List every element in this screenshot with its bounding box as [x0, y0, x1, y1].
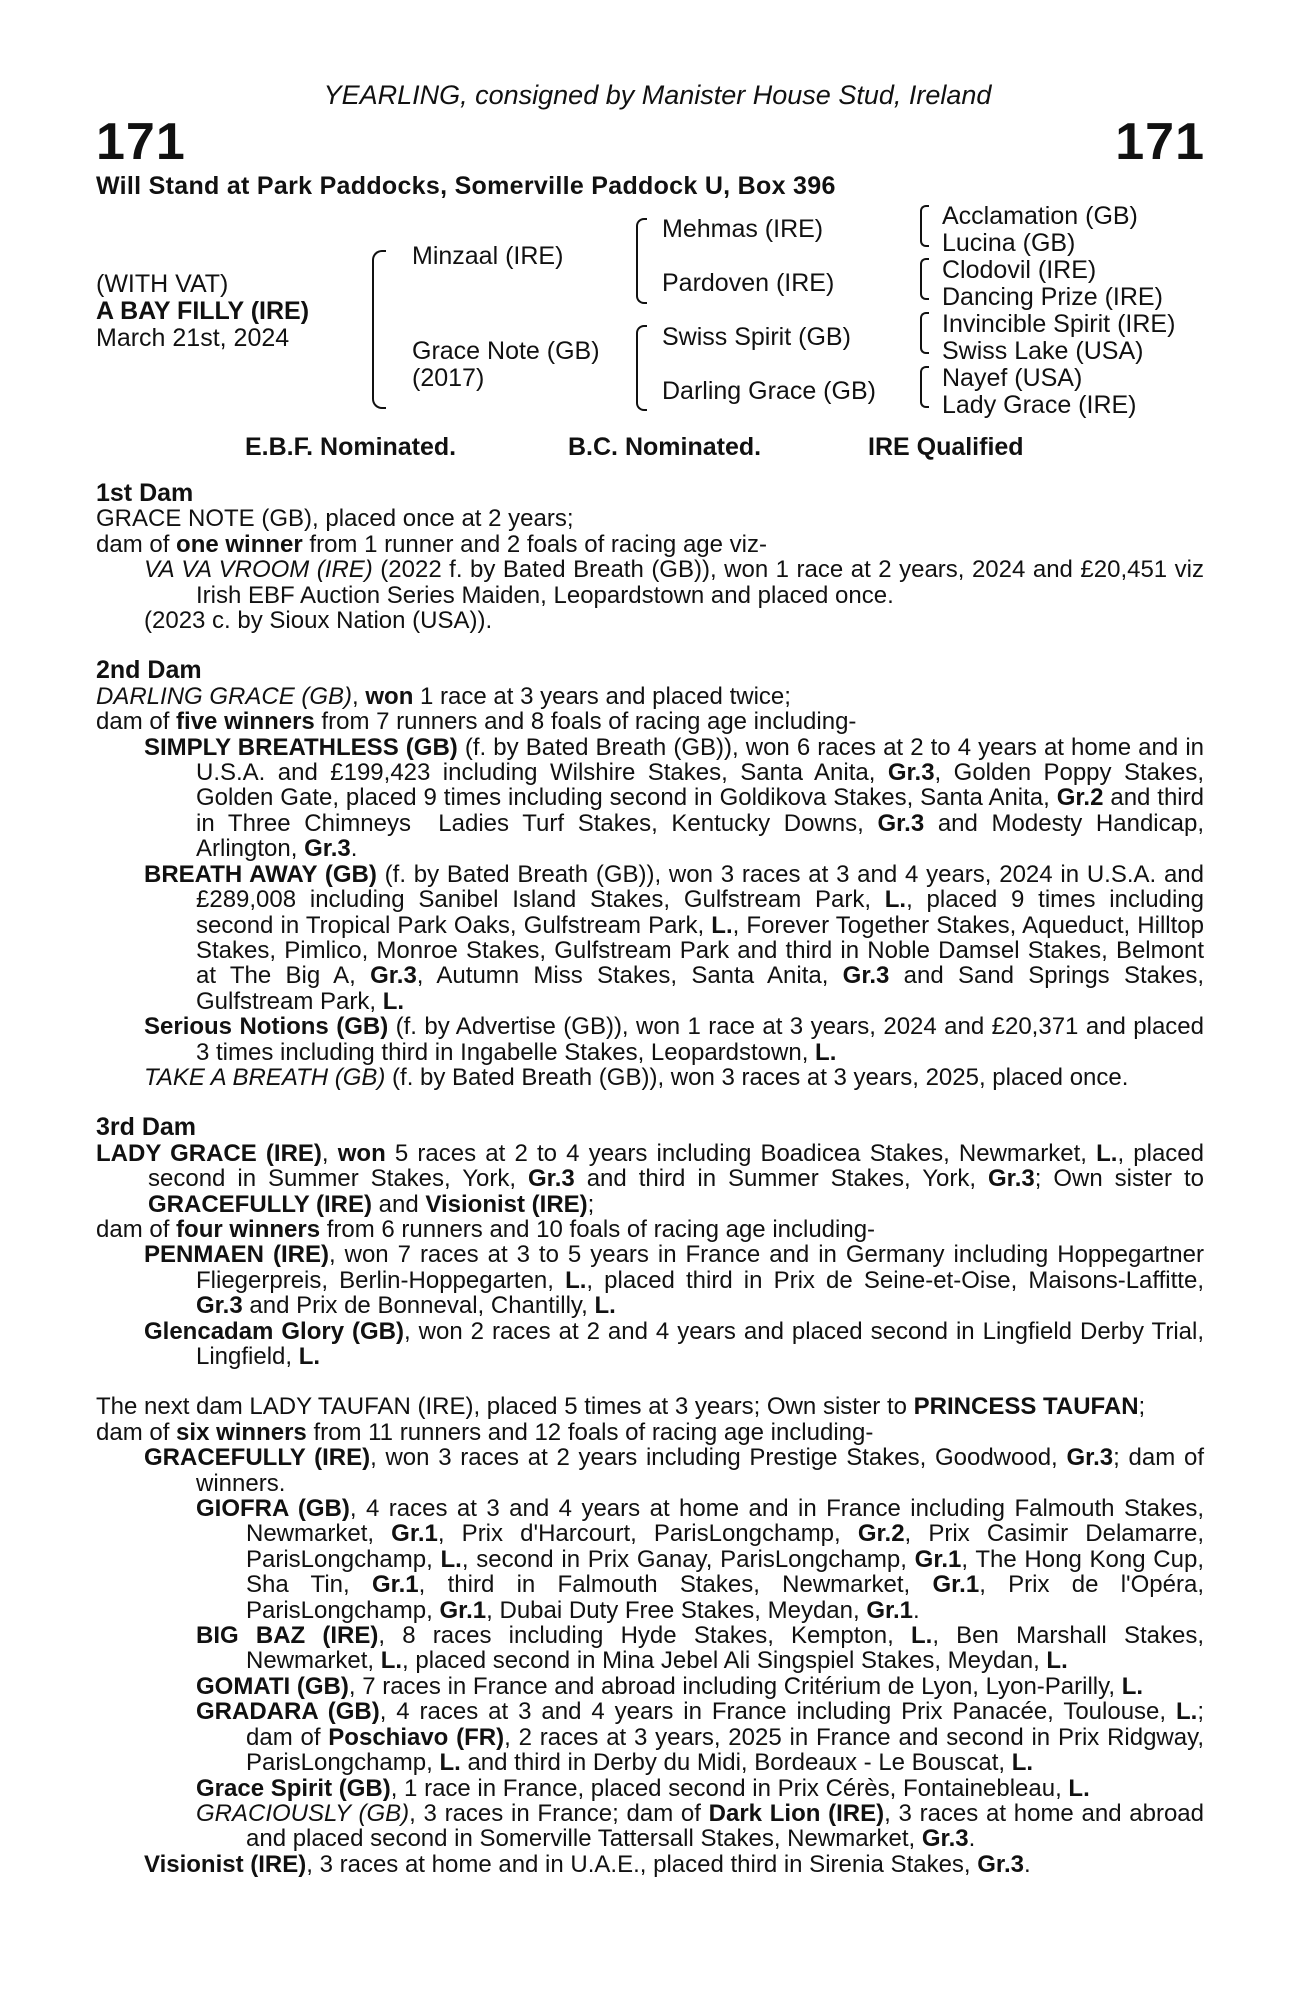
pedigree-sire: Minzaal (IRE): [412, 242, 564, 270]
produce-entry: Visionist (IRE), 3 races at home and in U.A.E., placed third in Sirenia Stakes, Gr.3.: [144, 1850, 1031, 1878]
pedigree-dam-sire: Swiss Spirit (GB): [662, 323, 851, 351]
pedigree-brace-dam: [636, 325, 647, 411]
pedigree-brace-sd: [920, 258, 929, 300]
produce-entry: BREATH AWAY (GB) (f. by Bated Breath (GB)), won 3 races at 3 and 4 years, 2024 in U.S.A. and £289,008 including Sanibel Island Stakes, Gulfstream Park, L., placed 9 times including second in Tropical Park Oaks, Gulfstream Park, L., Forever Together Stakes, Aqueduct, Hilltop Stakes, Pimlico, Monroe Stakes, Gulfstream Park and third in Noble Damsel Stakes, Belmont at The Big A, Gr.3, Autumn Miss Stakes, Santa Anita, Gr.3 and Sand Springs Stakes, Gulfstream Park, L.: [144, 860, 1205, 1015]
horse-dob: March 21st, 2024: [96, 324, 290, 352]
section-third-dam: 3rd Dam: [96, 1113, 197, 1142]
produce-entry: GOMATI (GB), 7 races in France and abroad including Critérium de Lyon, Lyon-Parilly, L.: [196, 1672, 1144, 1700]
dam-line: DARLING GRACE (GB), won 1 race at 3 years and placed twice;: [96, 682, 791, 710]
pedigree-sds: Clodovil (IRE): [942, 256, 1097, 284]
dam-produce-summary: dam of one winner from 1 runner and 2 foals of racing age viz-: [96, 530, 767, 558]
pedigree-sdd: Dancing Prize (IRE): [942, 283, 1163, 311]
horse-name: A BAY FILLY (IRE): [96, 297, 310, 325]
dam-produce-summary: dam of six winners from 11 runners and 12 foals of racing age including-: [96, 1418, 874, 1446]
dam-line: LADY GRACE (IRE), won 5 races at 2 to 4 years including Boadicea Stakes, Newmarket, L., placed second in Summer Stakes, York, Gr.3 and third in Summer Stakes, York, Gr.3; Own sister to GRACEFULLY (IRE) and Visionist (IRE);: [96, 1139, 1204, 1218]
produce-entry: SIMPLY BREATHLESS (GB) (f. by Bated Breath (GB)), won 6 races at 2 to 4 years at home and in U.S.A. and £199,423 including Wilshire Stakes, Santa Anita, Gr.3, Golden Poppy Stakes, Golden Gate, placed 9 times including second in Goldikova Stakes, Santa Anita, Gr.2 and third in Three Chimneys Ladies Turf Stakes, Kentucky Downs, Gr.3 and Modesty Handicap, Arlington, Gr.3.: [144, 733, 1204, 863]
produce-entry: Grace Spirit (GB), 1 race in France, placed second in Prix Cérès, Fontainebleau, L.: [196, 1774, 1090, 1802]
produce-entry: GRACEFULLY (IRE), won 3 races at 2 years including Prestige Stakes, Goodwood, Gr.3; dam of winners.: [144, 1444, 1204, 1497]
section-second-dam: 2nd Dam: [96, 656, 202, 685]
produce-entry: GRACIOUSLY (GB), 3 races in France; dam of Dark Lion (IRE), 3 races at home and abroad and placed second in Somerville Tattersall Stakes, Newmarket, Gr.3.: [196, 1799, 1205, 1853]
pedigree-dam-year: (2017): [412, 364, 485, 392]
produce-entry: Glencadam Glory (GB), won 2 races at 2 and 4 years and placed second in Lingfield Derby Trial, Lingfield, L.: [144, 1317, 1204, 1370]
pedigree-brace-sire: [636, 218, 647, 304]
next-dam-line: The next dam LADY TAUFAN (IRE), placed 5 times at 3 years; Own sister to PRINCESS TAUFAN;: [96, 1393, 1146, 1421]
pedigree-sire-sire: Mehmas (IRE): [662, 215, 824, 243]
stand-location: Will Stand at Park Paddocks, Somerville Paddock U, Box 396: [96, 172, 836, 200]
produce-entry: GIOFRA (GB), 4 races at 3 and 4 years at home and in France including Falmouth Stakes, Newmarket, Gr.1, Prix d'Harcourt, ParisLongchamp, Gr.2, Prix Casimir Delamarre, ParisLongchamp, L., second in Prix Ganay, ParisLongchamp, Gr.1, The Hong Kong Cup, Sha Tin, Gr.1, third in Falmouth Stakes, Newmarket, Gr.1, Prix de l'Opéra, ParisLongchamp, Gr.1, Dubai Duty Free Stakes, Meydan, Gr.1.: [196, 1495, 1205, 1624]
dam-produce-summary: dam of four winners from 6 runners and 10 foals of racing age including-: [96, 1215, 876, 1243]
produce-entry: PENMAEN (IRE), won 7 races at 3 to 5 years in France and in Germany including Hoppegartner Fliegerpreis, Berlin-Hoppegarten, L., placed third in Prix de Seine-et-Oise, Maisons-Laffitte, Gr.3 and Prix de Bonneval, Chantilly, L.: [144, 1241, 1204, 1320]
dam-produce-summary: dam of five winners from 7 runners and 8 foals of racing age including-: [96, 708, 857, 736]
produce-entry: GRADARA (GB), 4 races at 3 and 4 years in France including Prix Panacée, Toulouse, L.; dam of Poschiavo (FR), 2 races at 3 years, 2025 in France and second in Prix Ridgway, ParisLongchamp, L. and third in Derby du Midi, Bordeaux - Le Bouscat, L.: [196, 1698, 1205, 1777]
produce-entry: Serious Notions (GB) (f. by Advertise (GB)), won 1 race at 3 years, 2024 and £20,371 and placed 3 times including third in Ingabelle Stakes, Leopardstown, L.: [144, 1013, 1205, 1066]
pedigree-brace-main: [372, 250, 386, 409]
pedigree-ddd: Lady Grace (IRE): [942, 391, 1137, 419]
nomination-ebf: E.B.F. Nominated.: [245, 433, 457, 461]
pedigree-ssd: Lucina (GB): [942, 229, 1076, 257]
pedigree-sss: Acclamation (GB): [942, 202, 1138, 230]
vat-status: (WITH VAT): [96, 270, 229, 298]
produce-entry: VA VA VROOM (IRE) (2022 f. by Bated Breath (GB)), won 1 race at 2 years, 2024 and £20,451 viz Irish EBF Auction Series Maiden, Leopardstown and placed once.: [144, 556, 1204, 609]
produce-entry: (2023 c. by Sioux Nation (USA)).: [144, 607, 493, 635]
lot-number-left: 171: [96, 113, 186, 171]
pedigree-brace-dd: [920, 366, 929, 408]
dam-line: GRACE NOTE (GB), placed once at 2 years;: [96, 505, 574, 533]
pedigree-dam-dam: Darling Grace (GB): [662, 377, 876, 405]
catalogue-header: YEARLING, consigned by Manister House Stud, Ireland: [323, 80, 992, 110]
pedigree-brace-ss: [920, 205, 929, 247]
pedigree-dds: Nayef (USA): [942, 364, 1083, 392]
nomination-ire: IRE Qualified: [868, 433, 1024, 461]
lot-number-right: 171: [1115, 113, 1205, 171]
produce-entry: BIG BAZ (IRE), 8 races including Hyde Stakes, Kempton, L., Ben Marshall Stakes, Newmarket, L., placed second in Mina Jebel Ali Singspiel Stakes, Meydan, L.: [196, 1622, 1204, 1675]
pedigree-dam: Grace Note (GB): [412, 337, 600, 365]
nomination-bc: B.C. Nominated.: [568, 433, 762, 461]
section-first-dam: 1st Dam: [96, 479, 194, 507]
pedigree-dsd: Swiss Lake (USA): [942, 337, 1144, 365]
produce-entry: TAKE A BREATH (GB) (f. by Bated Breath (GB)), won 3 races at 3 years, 2025, placed once.: [144, 1063, 1129, 1091]
pedigree-brace-ds: [920, 312, 929, 354]
pedigree-dss: Invincible Spirit (IRE): [942, 310, 1176, 338]
pedigree-sire-dam: Pardoven (IRE): [662, 269, 835, 297]
produce-record: [96, 481, 1204, 1877]
